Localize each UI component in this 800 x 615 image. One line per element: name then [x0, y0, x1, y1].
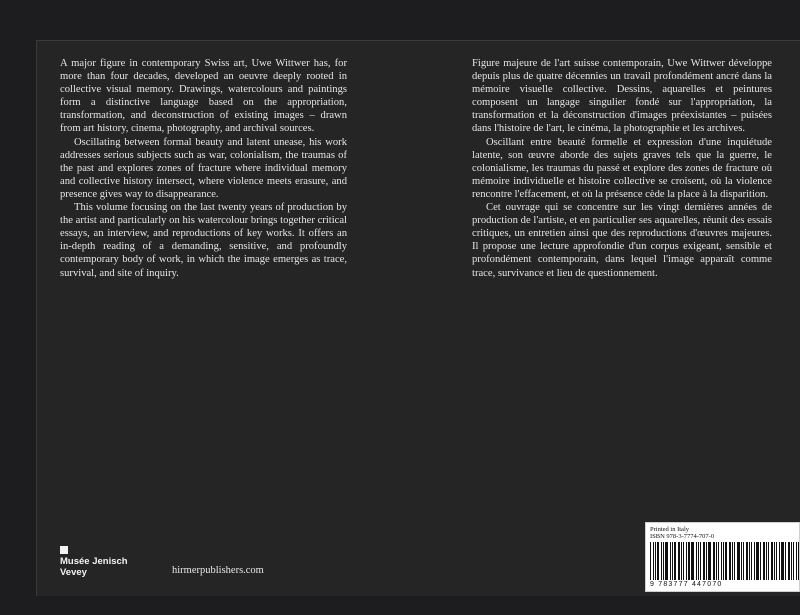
english-paragraph-2: Oscillating between formal beauty and latent unease, his work addresses serious subjects such as war, colonialism, the traumas of the past and explores zones of fracture where individual memory and collective history intersect, where violence meets erasure, and presence gives way to disappearance. — [60, 136, 347, 200]
musee-jenisch-logo — [60, 546, 128, 578]
isbn-label: ISBN 978-3-7774-707-0 — [650, 533, 715, 540]
logo-square-icon — [60, 546, 68, 554]
barcode-box — [645, 522, 800, 592]
french-paragraph-1: Figure majeure de l'art suisse contemporain, Uwe Wittwer développe depuis plus de quatre décennies un travail profondément ancré dans la mémoire visuelle collective. Dessins, aquarelles et peintures composent un langage singulier fondé sur l'appropriation, la transformation et la déconstruction d'images préexistantes – puisées dans l'histoire de l'art, le cinéma, la photographie et les archives. — [472, 58, 772, 135]
barcode-digits: 9 783777 447070 — [650, 581, 723, 588]
logo-line-2: Vevey — [60, 566, 87, 578]
french-text-column — [472, 57, 772, 280]
english-text-column — [60, 57, 347, 280]
logo-line-1: Musée Jenisch — [60, 556, 128, 567]
printed-in-label: Printed in Italy — [650, 526, 689, 533]
barcode-icon — [650, 542, 800, 580]
english-paragraph-1: A major figure in contemporary Swiss art, Uwe Wittwer has, for more than four decades, developed an oeuvre deeply rooted in collective visual memory. Drawings, watercolours and paintings form a distinctive language based on the appropriation, transformation, and deconstruction of existing images – drawn from art history, cinema, photography, and archival sources. — [60, 58, 347, 135]
publisher-url: hirmerpublishers.com — [172, 565, 264, 576]
french-paragraph-2: Oscillant entre beauté formelle et expression d'une inquiétude latente, son œuvre aborde des sujets graves tels que la guerre, le colonialisme, les traumas du passé et explore des zones de fracture où mémoire individuelle et histoire collective se croisent, où la violence rencontre l'effacement, et où la présence cède la place à la disparition. — [472, 136, 772, 200]
french-paragraph-3: Cet ouvrage qui se concentre sur les vingt dernières années de production de l'artiste, et en particulier ses aquarelles, réunit des essais critiques, un entretien ainsi que des reproductions d'œuvres majeures. Il propose une lecture approfondie d'un corpus exigeant, sensible et profondément contemporain, dans lequel l'image apparaît comme trace, survivance et lieu de questionnement. — [472, 202, 772, 279]
english-paragraph-3: This volume focusing on the last twenty years of production by the artist and particularly on his watercolour brings together critical essays, an interview, and reproductions of key works. It offers an in-depth reading of a demanding, sensitive, and profoundly contemporary body of work, in which the image emerges as trace, survival, and site of inquiry. — [60, 202, 347, 279]
